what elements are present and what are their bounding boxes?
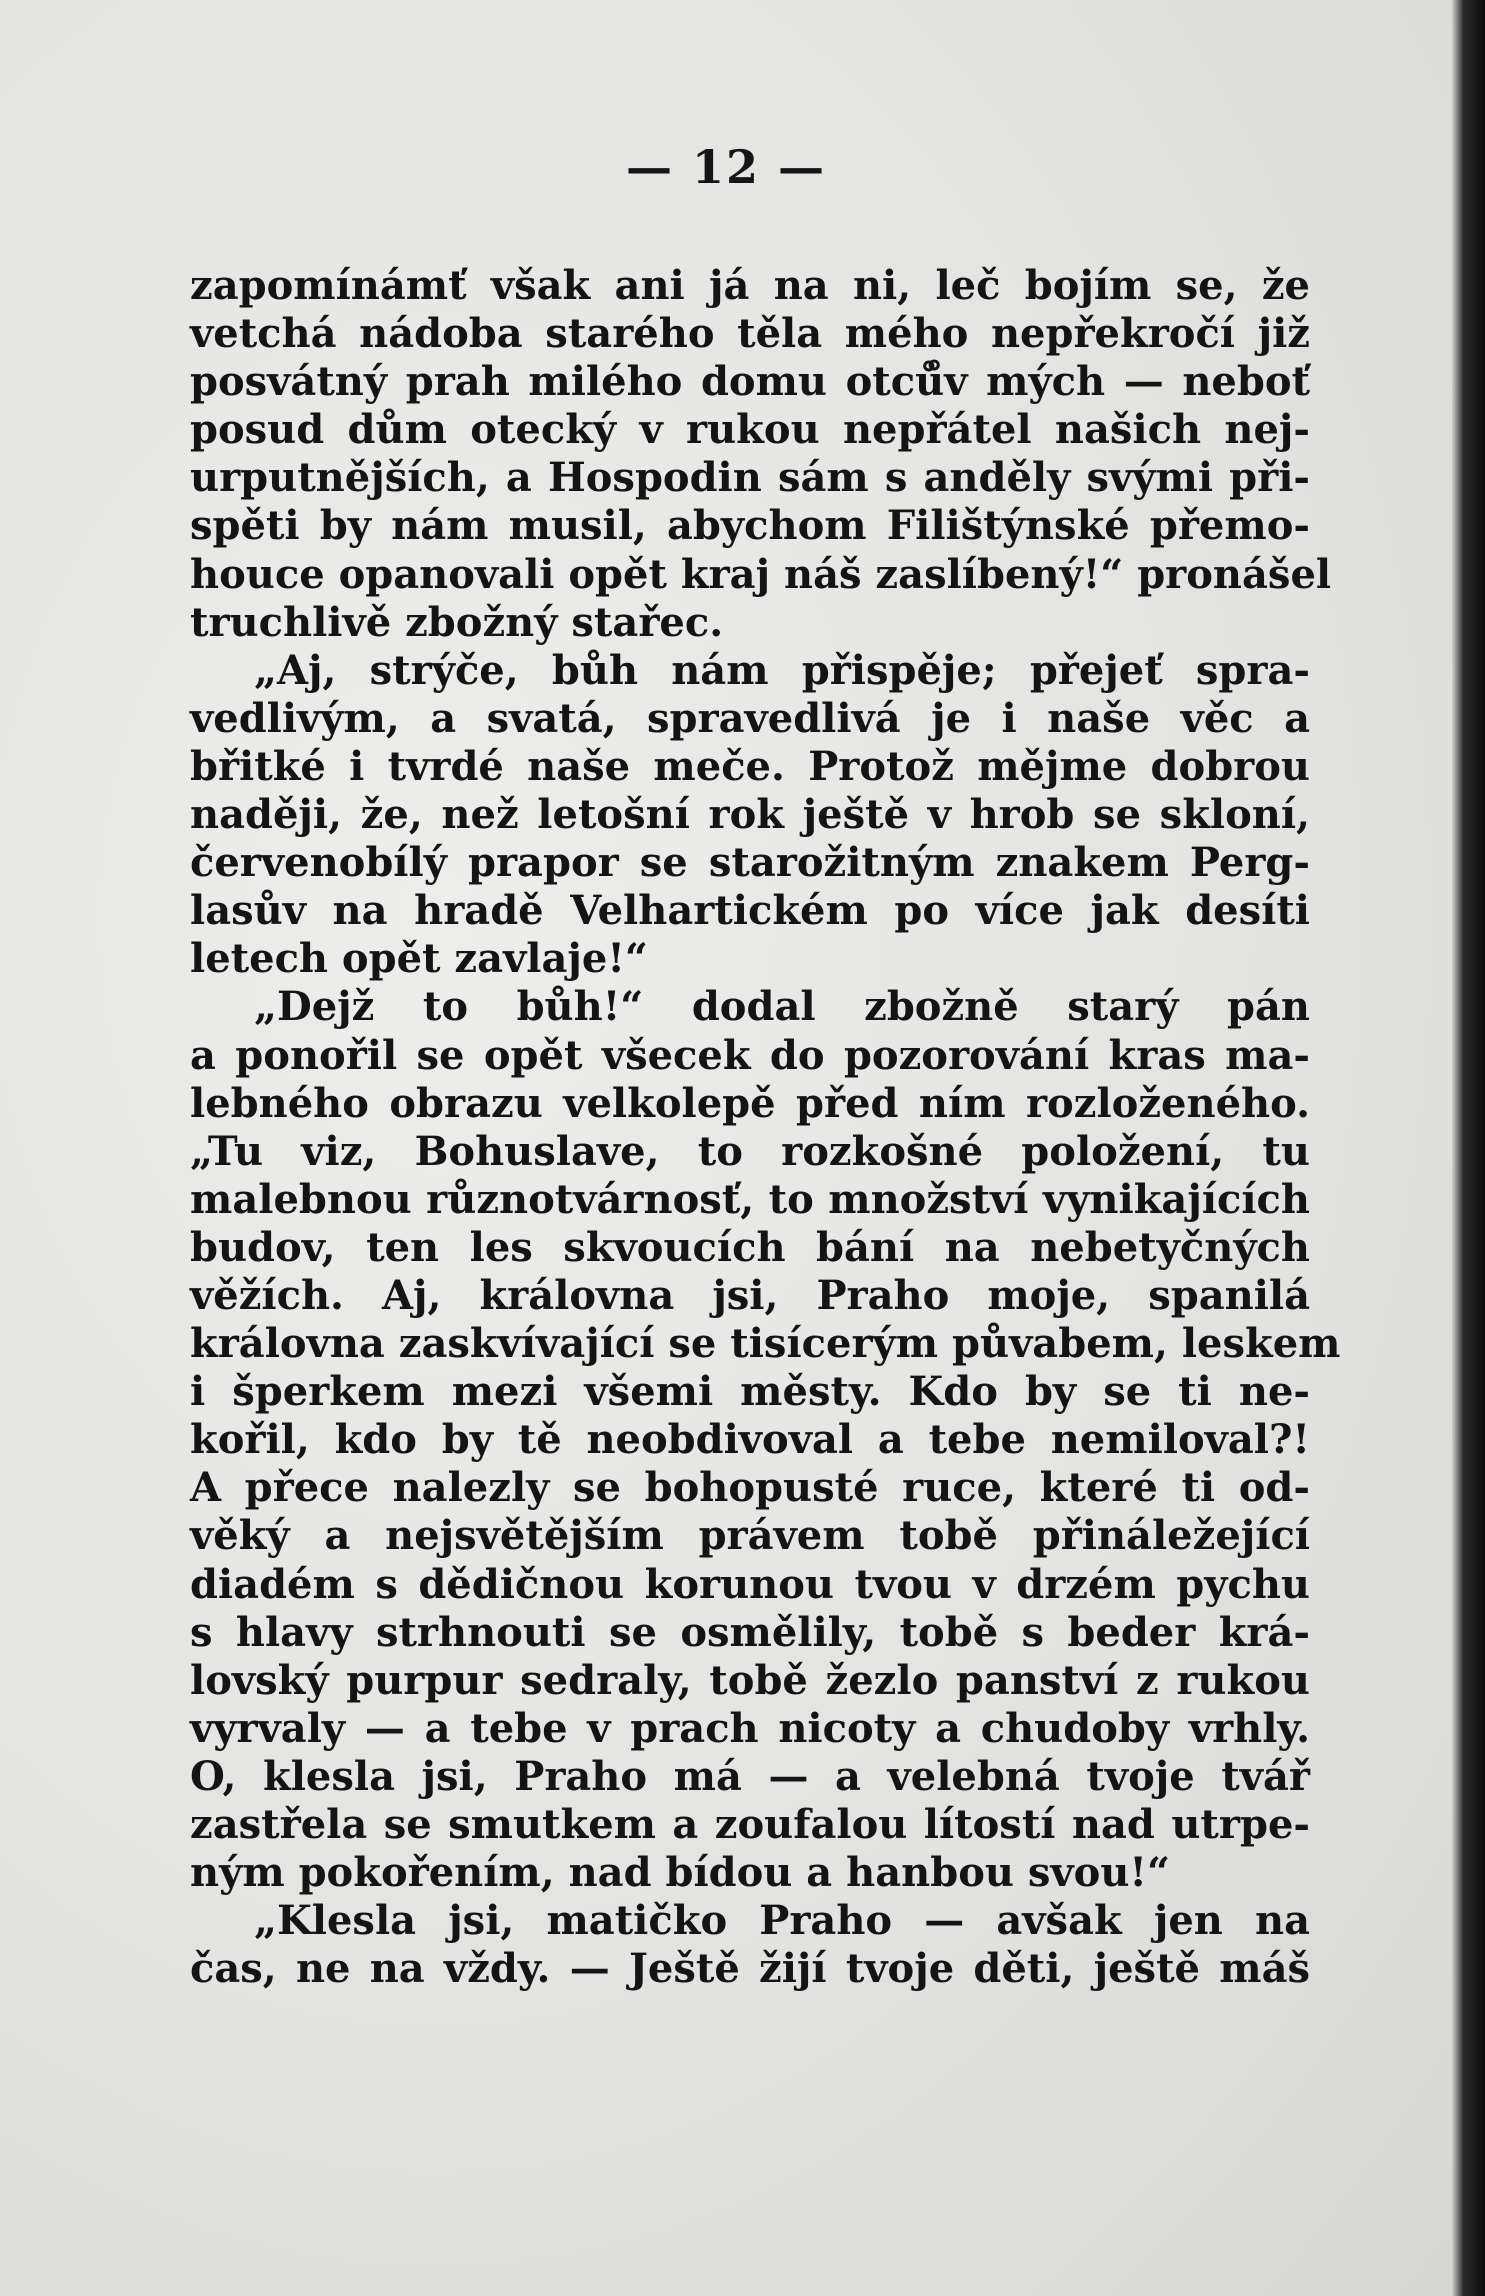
text-line: vetchá nádoba starého těla mého nepřekročí již: [190, 310, 1310, 358]
text-line: houce opanovali opět kraj náš zaslíbený!“ pronášel: [190, 550, 1332, 598]
text-line: spěti by nám musil, abychom Filištýnské přemo-: [190, 502, 1310, 550]
text-line: letech opět zavlaje!“: [190, 935, 648, 983]
text-line: lovský purpur sedraly, tobě žezlo panství z rukou: [190, 1656, 1310, 1704]
text-line: ným pokořením, nad bídou a hanbou svou!“: [190, 1849, 1170, 1897]
text-line: posvátný prah milého domu otců̊v mých — neboť: [190, 358, 1310, 406]
text-line: věký a nejsvětějším právem tobě přináležející: [190, 1512, 1310, 1560]
text-line: diadém s dědičnou korunou tvou v drzém pychu: [190, 1560, 1310, 1608]
text-line: posud dům otecký v rukou nepřátel našich nej-: [190, 406, 1310, 454]
text-line: červenobílý prapor se starožitným znakem Perg-: [190, 839, 1310, 887]
text-line: O, klesla jsi, Praho má — a velebná tvoje tvář: [190, 1752, 1310, 1800]
text-line: „Dejž to bůh!“ dodal zbožně starý pán: [254, 983, 1310, 1031]
text-line: čas, ne na vždy. — Ještě žijí tvoje děti, ještě máš: [190, 1945, 1310, 1993]
text-line: s hlavy strhnouti se osmělily, tobě s beder krá-: [190, 1608, 1310, 1656]
text-line: zapomínámť však ani já na ni, leč bojím se, že: [190, 262, 1310, 309]
text-line: břitké i tvrdé naše meče. Protož mějme dobrou: [190, 742, 1310, 790]
text-line: lebného obrazu velkolepě před ním rozloženého.: [190, 1079, 1310, 1127]
text-line: A přece nalezly se bohopusté ruce, které ti od-: [190, 1464, 1310, 1512]
text-line: „Aj, strýče, bůh nám přispěje; přejeť spra-: [254, 646, 1310, 694]
text-line: lasův na hradě Velhartickém po více jak desíti: [190, 887, 1310, 935]
text-line: věžích. Aj, královna jsi, Praho moje, spanilá: [190, 1271, 1310, 1319]
text-line: a ponořil se opět všecek do pozorování kras ma-: [190, 1031, 1310, 1079]
text-line: vyrvaly — a tebe v prach nicoty a chudoby vrhly.: [190, 1704, 1310, 1752]
text-line: i šperkem mezi všemi městy. Kdo by se ti ne-: [190, 1368, 1310, 1416]
text-line: královna zaskvívající se tisícerým půvabem, leskem: [190, 1320, 1341, 1368]
text-line: „Tu viz, Bohuslave, to rozkošné položení, tu: [190, 1127, 1310, 1175]
text-line: urputnějších, a Hospodin sám s anděly svými při-: [190, 454, 1310, 502]
text-line: malebnou různotvárnosť, to množství vynikajících: [190, 1175, 1310, 1223]
text-line: vedlivým, a svatá, spravedlivá je i naše věc a: [190, 694, 1310, 742]
text-line: budov, ten les skvoucích bání na nebetyčných: [190, 1223, 1310, 1271]
text-line: „Klesla jsi, matičko Praho — avšak jen na: [254, 1897, 1310, 1945]
page-edge: [1452, 0, 1485, 2296]
body-text: [190, 262, 1341, 1993]
text-line: naději, že, než letošní rok ještě v hrob se skloní,: [190, 791, 1310, 839]
text-line: truchlivě zbožný stařec.: [190, 598, 724, 646]
text-line: zastřela se smutkem a zoufalou lítostí nad utrpe-: [190, 1801, 1310, 1848]
text-line: kořil, kdo by tě neobdivoval a tebe nemiloval?!: [190, 1416, 1310, 1464]
page-number: — 12 —: [625, 140, 827, 194]
